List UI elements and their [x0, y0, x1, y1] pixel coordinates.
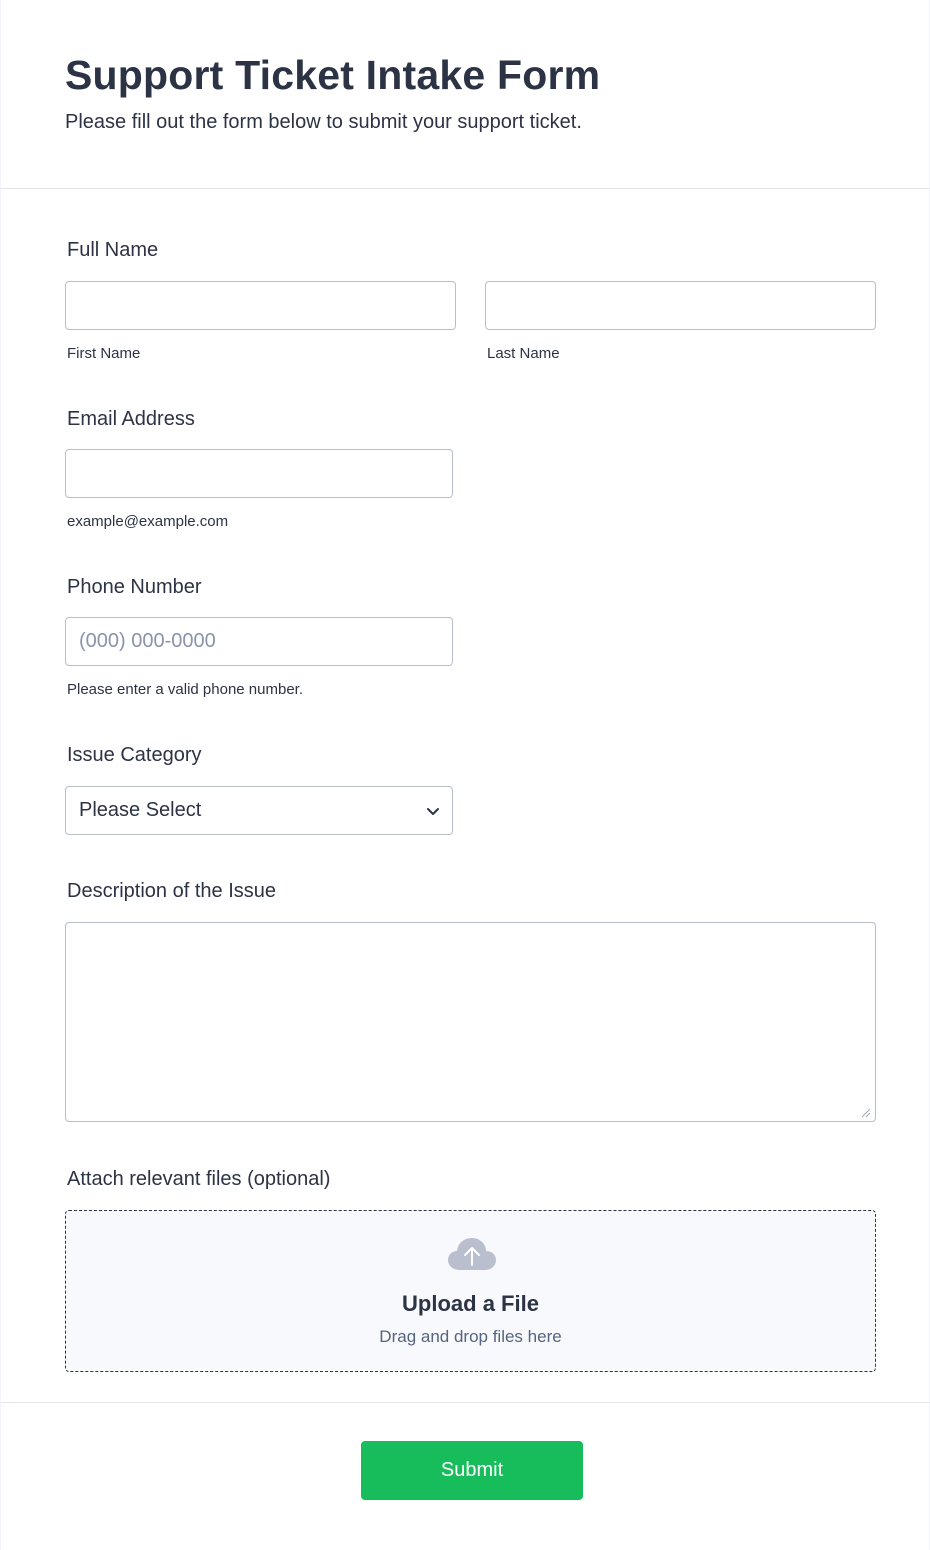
phone-label: Phone Number [67, 576, 202, 598]
resize-grip-icon[interactable] [859, 1106, 871, 1118]
chevron-down-icon [426, 804, 440, 818]
upload-subtitle: Drag and drop files here [379, 1327, 562, 1346]
description-textarea[interactable] [65, 922, 876, 1122]
full-name-label: Full Name [67, 239, 159, 261]
form-title: Support Ticket Intake Form [65, 52, 601, 98]
category-selected-value: Please Select [79, 799, 202, 821]
category-label: Issue Category [67, 744, 202, 766]
last-name-input[interactable] [485, 281, 876, 330]
submit-button[interactable]: Submit [361, 1441, 583, 1500]
last-name-sublabel: Last Name [487, 345, 560, 362]
form-subtitle: Please fill out the form below to submit your support ticket. [65, 111, 582, 133]
upload-title: Upload a File [402, 1291, 539, 1316]
phone-input[interactable] [65, 617, 453, 666]
cloud-upload-icon [447, 1235, 497, 1273]
email-input[interactable] [65, 449, 453, 498]
attachments-label: Attach relevant files (optional) [67, 1168, 331, 1190]
first-name-input[interactable] [65, 281, 456, 330]
form-header [1, 0, 930, 189]
email-sublabel: example@example.com [67, 513, 229, 530]
category-select[interactable] [65, 786, 453, 835]
description-label: Description of the Issue [67, 880, 276, 902]
email-label: Email Address [67, 408, 195, 430]
phone-sublabel: Please enter a valid phone number. [67, 681, 303, 698]
file-upload-dropzone[interactable] [65, 1210, 876, 1372]
first-name-sublabel: First Name [67, 345, 141, 362]
